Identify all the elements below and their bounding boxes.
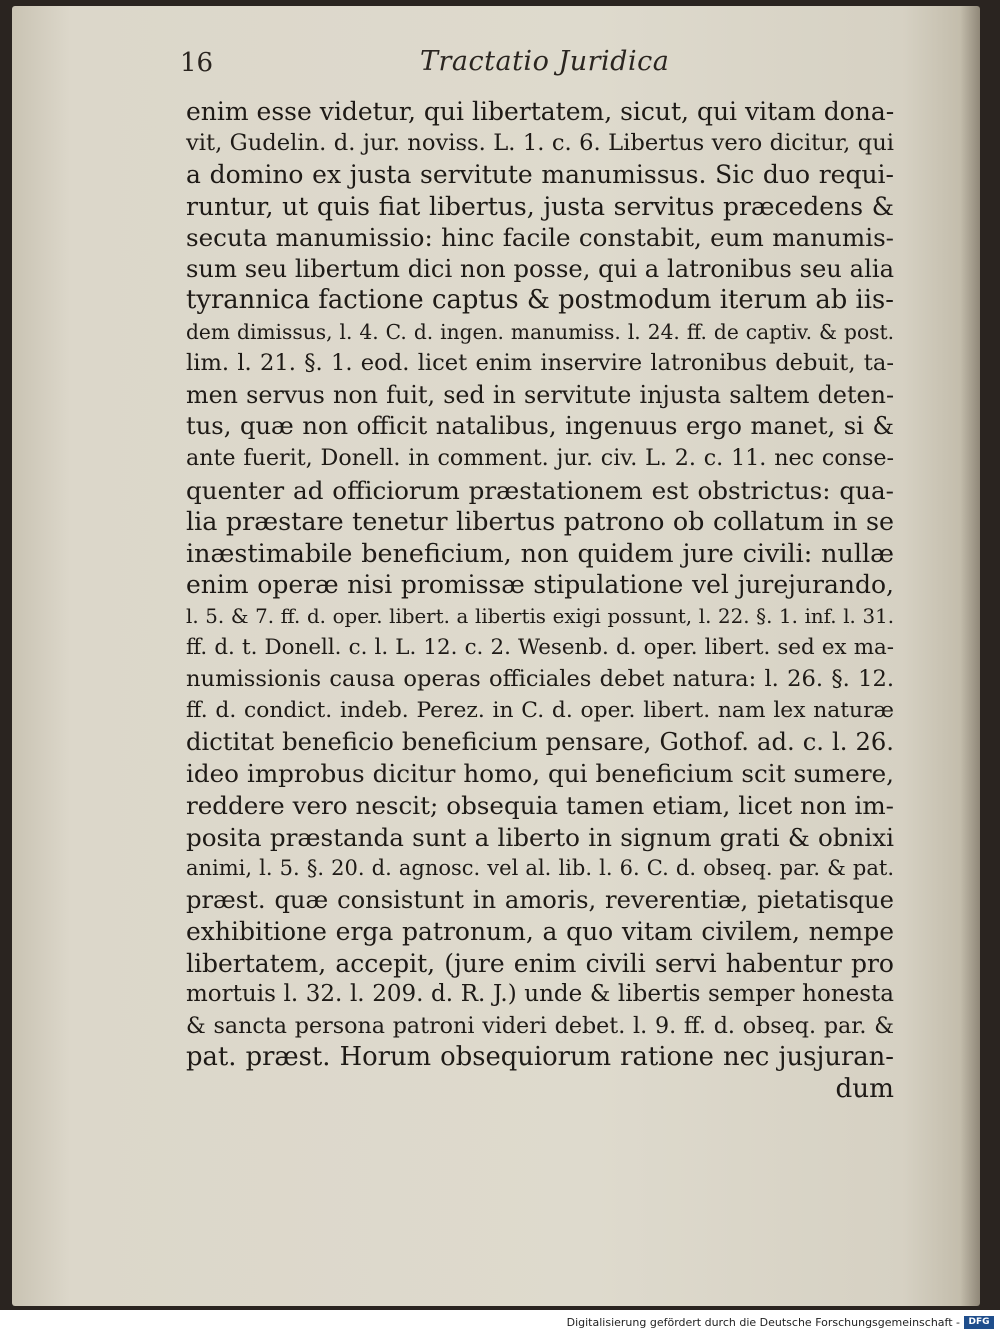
text-line: quenter ad officiorum præstationem est obstrictus: qua-	[186, 475, 894, 505]
text-line: tus, quæ non officit natalibus, ingenuus ergo manet, si &	[186, 412, 894, 441]
text-line: a domino ex justa servitute manumissus. Sic duo requi-	[186, 160, 894, 190]
text-line: libertatem, accepit, (jure enim civili servi habentur pro	[186, 948, 894, 978]
body-text	[186, 96, 894, 1106]
dfg-logo: DFG	[964, 1316, 994, 1329]
text-line: pat. præst. Horum obsequiorum ratione nec jusjuran-	[186, 1042, 894, 1073]
page-header	[170, 42, 890, 82]
text-line: ff. d. t. Donell. c. l. L. 12. c. 2. Wesenb. d. oper. libert. sed ex ma-	[186, 635, 894, 661]
text-line: præst. quæ consistunt in amoris, reverentiæ, pietatisque	[186, 885, 894, 914]
text-line: sum seu libertum dici non posse, qui a latronibus seu alia	[186, 254, 894, 283]
page-edge-shadow	[960, 6, 980, 1306]
text-line: inæstimabile beneficium, non quidem jure civili: nullæ	[186, 537, 894, 568]
digitization-footer	[0, 1310, 1000, 1334]
text-line: enim esse videtur, qui libertatem, sicut, qui vitam dona-	[186, 97, 895, 126]
text-line: lim. l. 21. §. 1. eod. licet enim inservire latronibus debuit, ta-	[186, 350, 894, 377]
text-line: secuta manumissio: hinc facile constabit, eum manumis-	[186, 223, 894, 253]
text-line: men servus non fuit, sed in servitute injusta saltem deten-	[186, 380, 894, 409]
text-line: lia præstare tenetur libertus patrono ob collatum in se	[186, 506, 894, 537]
text-line: posita præstanda sunt a liberto in signum grati & obnixi	[186, 822, 894, 852]
text-line: reddere vero nescit; obsequia tamen etiam, licet non im-	[186, 791, 894, 821]
text-line: l. 5. & 7. ff. d. oper. libert. a libertis exigi possunt, l. 22. §. 1. inf. l. 31.	[186, 604, 894, 628]
text-line: animi, l. 5. §. 20. d. agnosc. vel al. lib. l. 6. C. d. obseq. par. & pat.	[186, 856, 894, 881]
catchword: dum	[835, 1073, 894, 1104]
text-line: & sancta persona patroni videri debet. l. 9. ff. d. obseq. par. &	[186, 1012, 894, 1039]
text-line: enim operæ nisi promissæ stipulatione vel jurejurando,	[186, 570, 894, 600]
text-line: runtur, ut quis fiat libertus, justa servitus præcedens &	[186, 191, 894, 221]
text-line: numissionis causa operas officiales debet natura: l. 26. §. 12.	[186, 665, 894, 692]
text-line: ante fuerit, Donell. in comment. jur. civ. L. 2. c. 11. nec conse-	[186, 445, 894, 472]
text-line: exhibitione erga patronum, a quo vitam civilem, nempe	[186, 917, 894, 947]
text-line: tyrannica factione captus & postmodum iterum ab iis-	[186, 285, 894, 316]
funding-note: Digitalisierung gefördert durch die Deutsche Forschungsgemeinschaft -	[566, 1316, 960, 1329]
text-line: vit, Gudelin. d. jur. noviss. L. 1. c. 6. Libertus vero dicitur, qui	[186, 129, 894, 156]
text-line: dem dimissus, l. 4. C. d. ingen. manumiss. l. 24. ff. de captiv. & post.	[186, 319, 894, 344]
text-line: ideo improbus dicitur homo, qui beneficium scit sumere,	[186, 759, 894, 789]
text-line: mortuis l. 32. l. 209. d. R. J.) unde & libertis semper honesta	[186, 981, 894, 1008]
text-line: ff. d. condict. indeb. Perez. in C. d. oper. libert. nam lex naturæ	[186, 698, 894, 724]
running-title: Tractatio Juridica	[420, 46, 670, 77]
page-number: 16	[180, 48, 214, 78]
text-line: dictitat beneficio beneficium pensare, Gothof. ad. c. l. 26.	[186, 727, 894, 756]
